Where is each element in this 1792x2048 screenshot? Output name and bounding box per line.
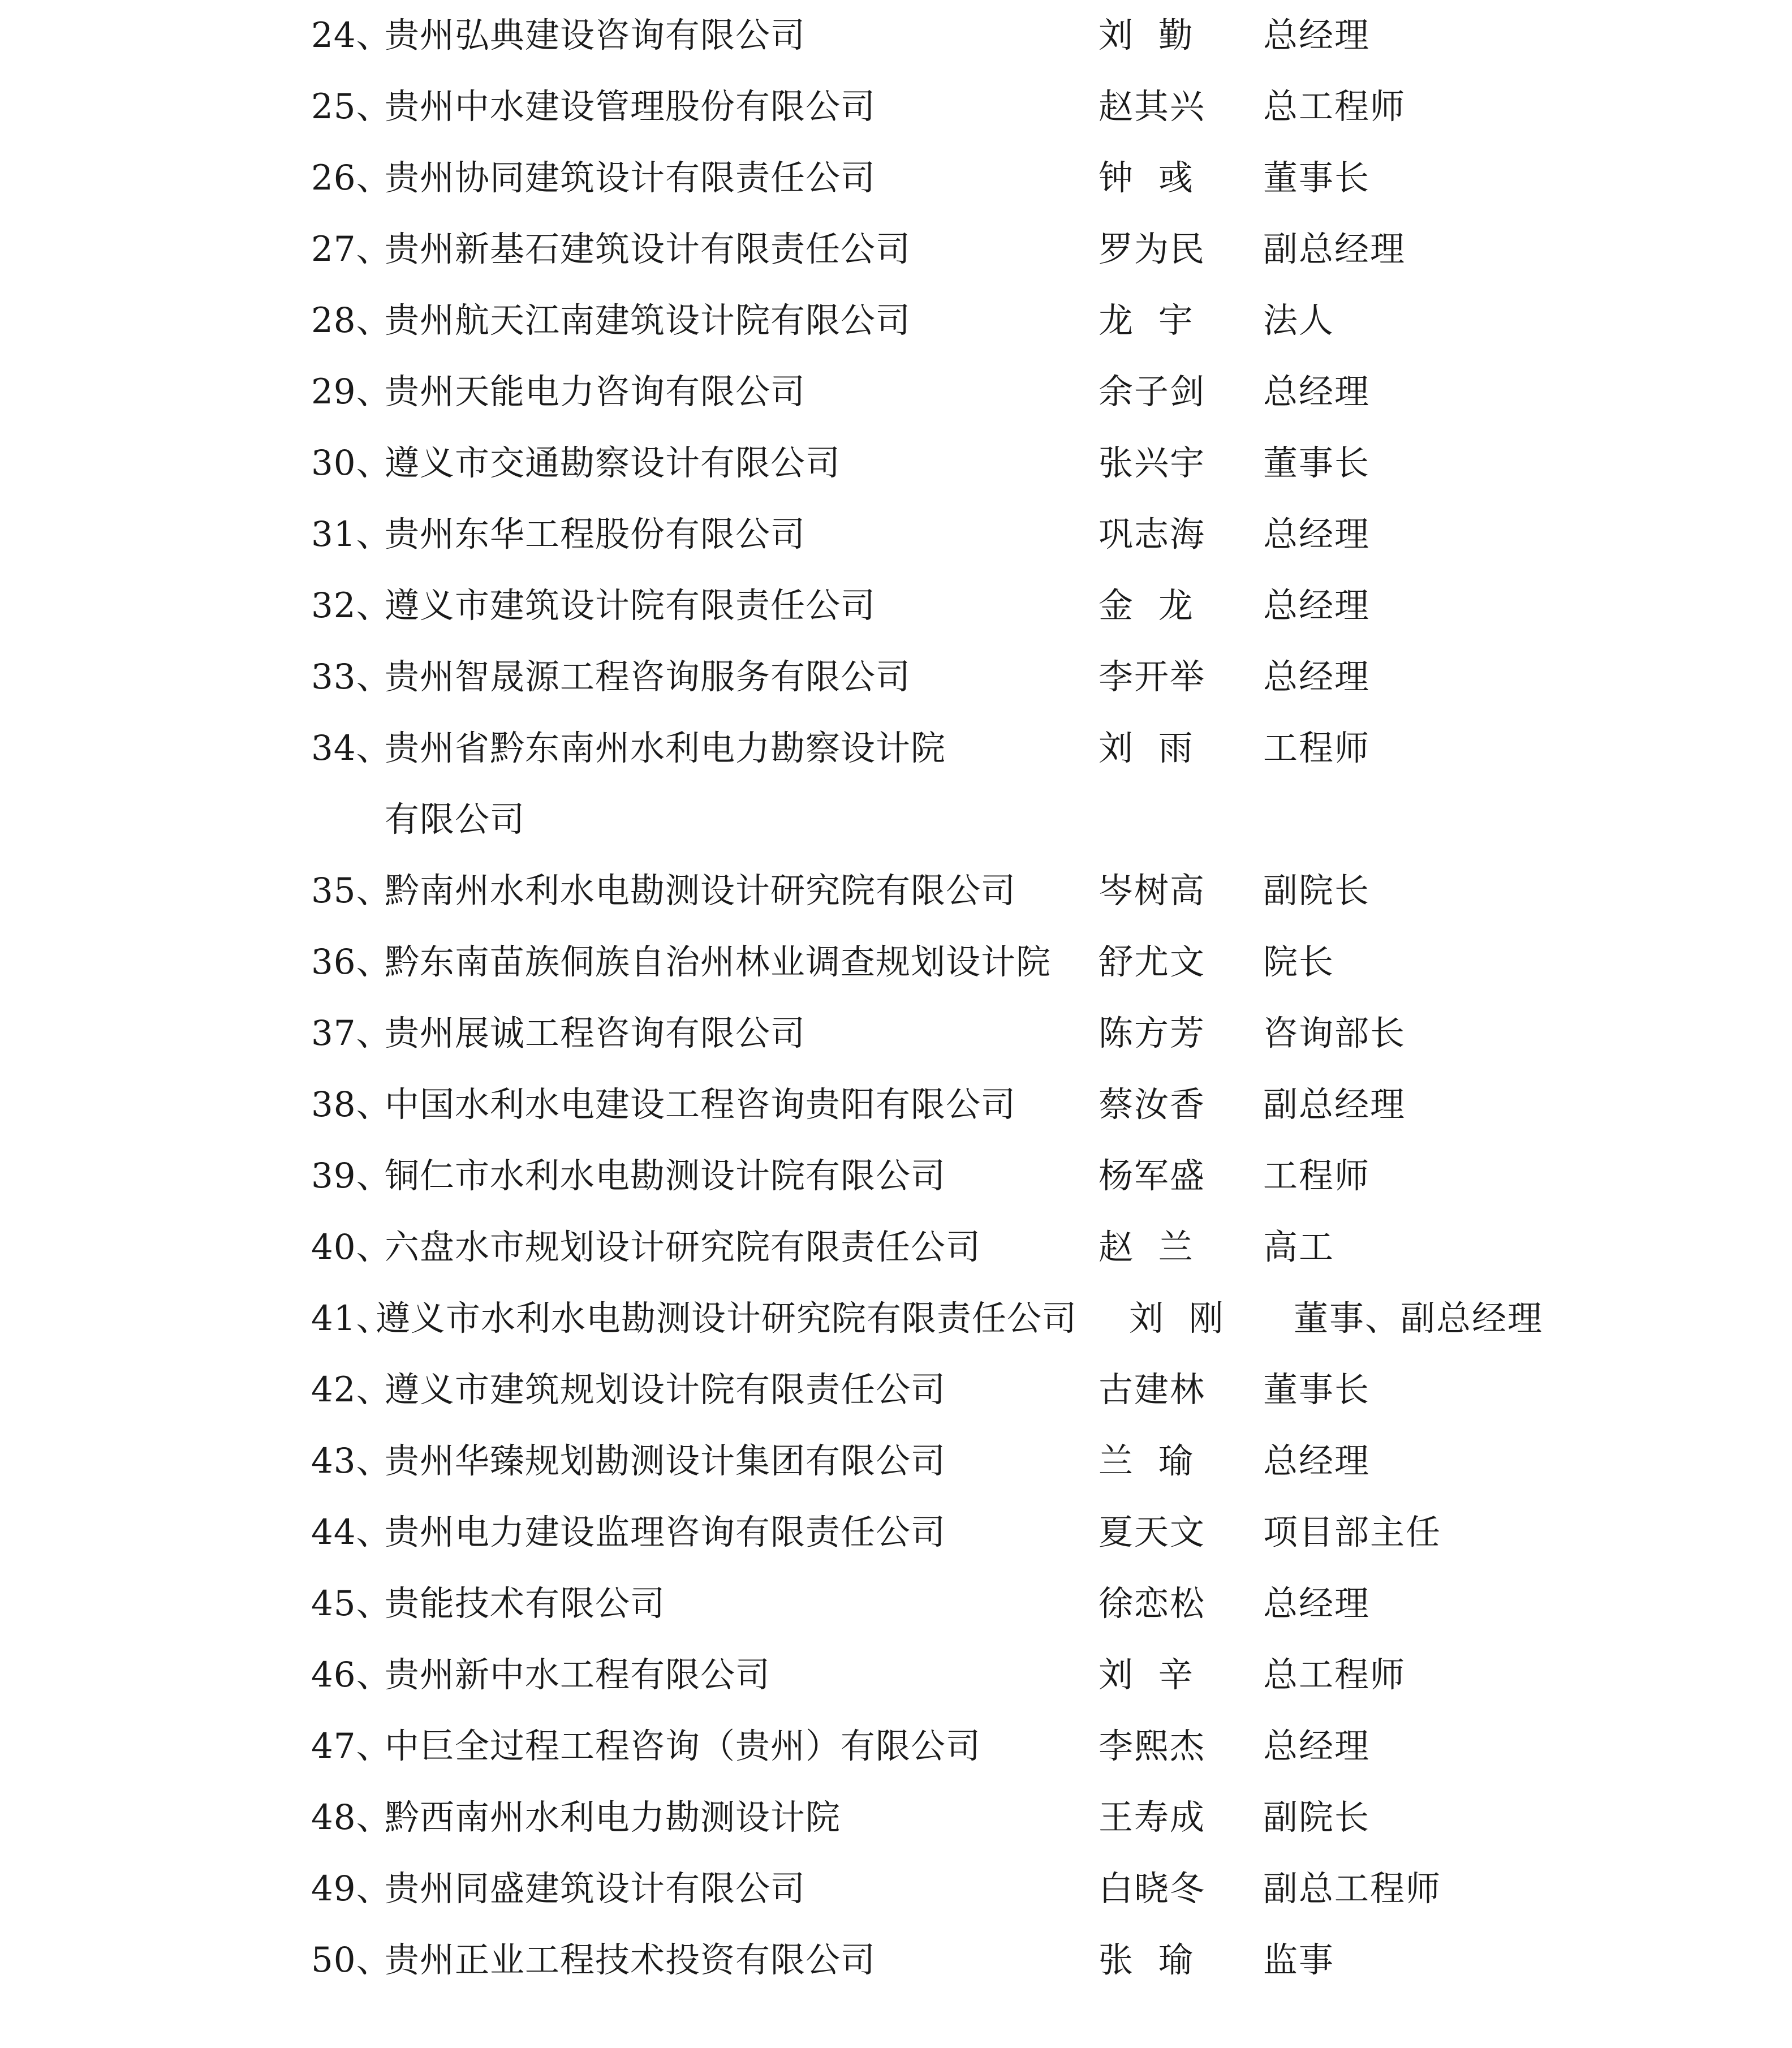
- job-title: 总工程师: [1263, 87, 1406, 127]
- person-name: 张兴宇: [1099, 443, 1206, 483]
- list-item: [0, 1212, 1792, 1283]
- list-item: [0, 1640, 1792, 1711]
- entry-number: 49、: [311, 1869, 391, 1909]
- entry-number: 50、: [311, 1940, 391, 1980]
- person-name: 罗为民: [1099, 229, 1206, 269]
- organization-name: 黔东南苗族侗族自治州林业调查规划设计院: [385, 942, 1052, 982]
- person-name: 杨军盛: [1099, 1156, 1206, 1196]
- organization-name: 贵州中水建设管理股份有限公司: [385, 87, 876, 127]
- entry-number: 40、: [311, 1227, 391, 1267]
- list-item: [0, 71, 1792, 143]
- list-item: [0, 927, 1792, 998]
- list-item: [0, 1925, 1792, 1996]
- list-item: [0, 642, 1792, 713]
- job-title: 总经理: [1263, 514, 1371, 554]
- job-title: 监事: [1263, 1940, 1335, 1980]
- organization-name: 贵州协同建筑设计有限责任公司: [385, 158, 876, 198]
- entry-number: 29、: [311, 372, 391, 412]
- entry-number: 43、: [311, 1441, 391, 1481]
- person-name: 赵其兴: [1099, 87, 1206, 127]
- organization-name: 贵州省黔东南州水利电力勘察设计院: [385, 728, 946, 768]
- list-item: [0, 285, 1792, 356]
- person-name: 巩志海: [1099, 514, 1206, 554]
- list-item: [0, 570, 1792, 642]
- job-title: 总经理: [1263, 1726, 1371, 1766]
- organization-name: 贵州华臻规划勘测设计集团有限公司: [385, 1441, 946, 1481]
- list-item: [0, 998, 1792, 1069]
- entry-number: 34、: [311, 728, 391, 768]
- person-name: 徐恋松: [1099, 1584, 1206, 1624]
- entry-number: 24、: [311, 15, 391, 55]
- job-title: 项目部主任: [1263, 1512, 1442, 1552]
- entry-number: 46、: [311, 1655, 391, 1695]
- entry-number: 32、: [311, 586, 391, 626]
- person-name: 张 瑜: [1099, 1940, 1194, 1980]
- entry-number: 48、: [311, 1797, 391, 1838]
- organization-name: 贵州航天江南建筑设计院有限公司: [385, 300, 911, 341]
- organization-name: 贵州弘典建设咨询有限公司: [385, 15, 806, 55]
- entry-number: 39、: [311, 1156, 391, 1196]
- job-title: 董事长: [1263, 443, 1371, 483]
- list-item: [0, 1354, 1792, 1426]
- job-title: 总工程师: [1263, 1655, 1406, 1695]
- entry-number: 42、: [311, 1370, 391, 1410]
- entry-number: 30、: [311, 443, 391, 483]
- organization-name: 贵州新中水工程有限公司: [385, 1655, 771, 1695]
- job-title: 董事、副总经理: [1294, 1298, 1544, 1339]
- organization-name: 遵义市交通勘察设计有限公司: [385, 443, 841, 483]
- person-name: 刘 辛: [1099, 1655, 1194, 1695]
- person-name: 赵 兰: [1099, 1227, 1194, 1267]
- organization-name: 遵义市建筑规划设计院有限责任公司: [385, 1370, 946, 1410]
- list-item: [0, 1711, 1792, 1782]
- person-name: 刘 雨: [1099, 728, 1194, 768]
- job-title: 副院长: [1263, 1797, 1371, 1838]
- entry-number: 27、: [311, 229, 391, 269]
- person-name: 夏天文: [1099, 1512, 1206, 1552]
- job-title: 总经理: [1263, 372, 1371, 412]
- job-title: 总经理: [1263, 15, 1371, 55]
- list-item: [0, 1782, 1792, 1853]
- job-title: 总经理: [1263, 1584, 1371, 1624]
- entry-number: 31、: [311, 514, 391, 554]
- list-item: [0, 0, 1792, 71]
- organization-name: 黔南州水利水电勘测设计研究院有限公司: [385, 871, 1016, 911]
- list-item: [0, 356, 1792, 428]
- organization-name: 贵州展诚工程咨询有限公司: [385, 1013, 806, 1053]
- person-name: 陈方芳: [1099, 1013, 1206, 1053]
- entry-number: 47、: [311, 1726, 391, 1766]
- entry-number: 44、: [311, 1512, 391, 1552]
- entry-number: 28、: [311, 300, 391, 341]
- organization-name: 中国水利水电建设工程咨询贵阳有限公司: [385, 1085, 1016, 1125]
- person-name: 李熙杰: [1099, 1726, 1206, 1766]
- organization-name: 贵州东华工程股份有限公司: [385, 514, 806, 554]
- job-title: 董事长: [1263, 158, 1371, 198]
- organization-name: 贵州新基石建筑设计有限责任公司: [385, 229, 911, 269]
- organization-name: 中巨全过程工程咨询（贵州）有限公司: [385, 1726, 981, 1766]
- list-item: [0, 1069, 1792, 1141]
- entry-number: 41、: [311, 1298, 391, 1339]
- entry-number: 33、: [311, 657, 391, 697]
- person-name: 古建林: [1099, 1370, 1206, 1410]
- organization-name: 遵义市建筑设计院有限责任公司: [385, 586, 876, 626]
- job-title: 院长: [1263, 942, 1335, 982]
- job-title: 副总经理: [1263, 1085, 1406, 1125]
- person-name: 金 龙: [1099, 586, 1194, 626]
- entry-number: 35、: [311, 871, 391, 911]
- person-name: 钟 彧: [1099, 158, 1194, 198]
- organization-name: 贵州智晟源工程咨询服务有限公司: [385, 657, 911, 697]
- job-title: 工程师: [1263, 1156, 1371, 1196]
- organization-name: 遵义市水利水电勘测设计研究院有限责任公司: [376, 1298, 1078, 1339]
- job-title: 法人: [1263, 300, 1335, 341]
- list-item: [0, 143, 1792, 214]
- person-name: 舒尤文: [1099, 942, 1206, 982]
- organization-name: 贵能技术有限公司: [385, 1584, 666, 1624]
- organization-name: 黔西南州水利电力勘测设计院: [385, 1797, 841, 1838]
- organization-name: 贵州天能电力咨询有限公司: [385, 372, 806, 412]
- person-name: 龙 宇: [1099, 300, 1194, 341]
- list-item: [0, 214, 1792, 285]
- job-title: 董事长: [1263, 1370, 1371, 1410]
- job-title: 副院长: [1263, 871, 1371, 911]
- organization-name: 六盘水市规划设计研究院有限责任公司: [385, 1227, 981, 1267]
- entry-number: 36、: [311, 942, 391, 982]
- organization-name: 铜仁市水利水电勘测设计院有限公司: [385, 1156, 946, 1196]
- entry-number: 38、: [311, 1085, 391, 1125]
- person-name: 余子剑: [1099, 372, 1206, 412]
- list-item: [0, 855, 1792, 927]
- job-title: 总经理: [1263, 1441, 1371, 1481]
- list-item: [0, 428, 1792, 499]
- list-item-continuation: [0, 784, 1792, 855]
- job-title: 总经理: [1263, 657, 1371, 697]
- person-name: 李开举: [1099, 657, 1206, 697]
- entry-number: 37、: [311, 1013, 391, 1053]
- person-name: 刘 勤: [1099, 15, 1194, 55]
- person-name: 王寿成: [1099, 1797, 1206, 1838]
- list-item: [0, 1497, 1792, 1568]
- list-item: [0, 1141, 1792, 1212]
- person-name: 兰 瑜: [1099, 1441, 1194, 1481]
- list-item: [0, 1568, 1792, 1640]
- list-item: [0, 1283, 1792, 1354]
- job-title: 副总工程师: [1263, 1869, 1442, 1909]
- list-item: [0, 499, 1792, 570]
- organization-name: 贵州电力建设监理咨询有限责任公司: [385, 1512, 946, 1552]
- organization-name: 贵州同盛建筑设计有限公司: [385, 1869, 806, 1909]
- job-title: 高工: [1263, 1227, 1335, 1267]
- job-title: 副总经理: [1263, 229, 1406, 269]
- person-name: 蔡汝香: [1099, 1085, 1206, 1125]
- entry-number: 25、: [311, 87, 391, 127]
- job-title: 咨询部长: [1263, 1013, 1406, 1053]
- person-name: 刘 刚: [1129, 1298, 1225, 1339]
- organization-name: 贵州正业工程技术投资有限公司: [385, 1940, 876, 1980]
- entry-number: 45、: [311, 1584, 391, 1624]
- organization-name-continuation: 有限公司: [385, 799, 525, 840]
- person-name: 白晓冬: [1099, 1869, 1206, 1909]
- person-name: 岑树高: [1099, 871, 1206, 911]
- entry-number: 26、: [311, 158, 391, 198]
- list-item: [0, 1853, 1792, 1925]
- list-item: [0, 1426, 1792, 1497]
- job-title: 总经理: [1263, 586, 1371, 626]
- list-item: [0, 713, 1792, 784]
- job-title: 工程师: [1263, 728, 1371, 768]
